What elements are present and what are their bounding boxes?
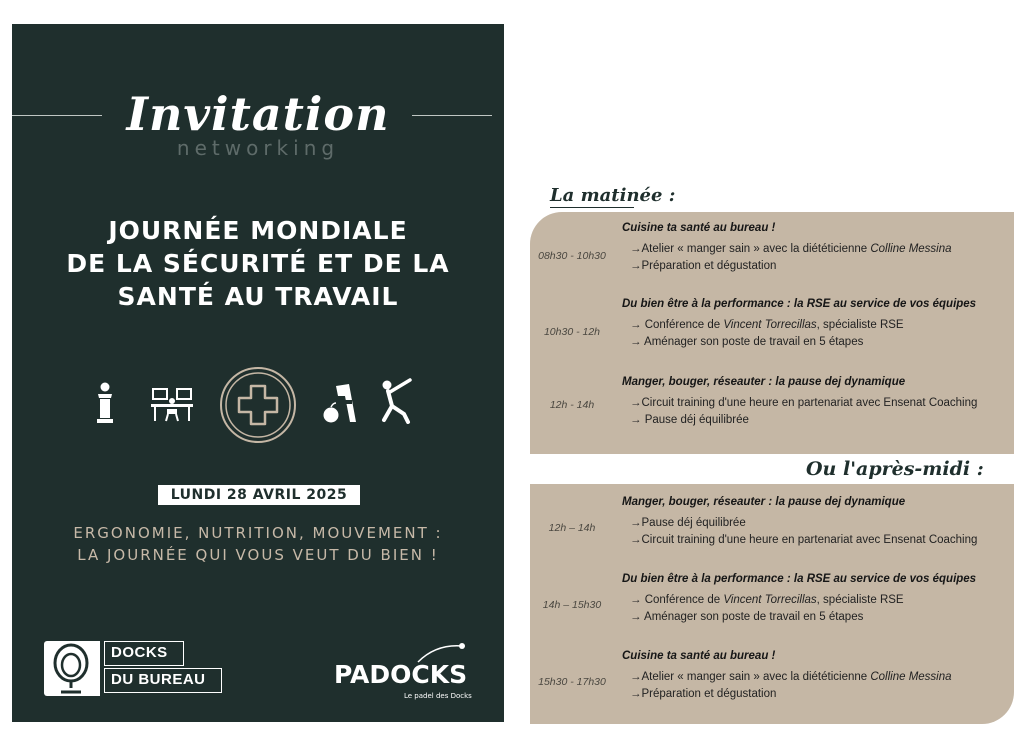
armchair-icon [44, 641, 100, 696]
morning-program-panel [530, 212, 1014, 454]
padocks-name: PADOCKS [334, 660, 468, 689]
event-title [12, 214, 504, 313]
invitation-flyer [12, 24, 504, 722]
morning-heading: La matinée : [550, 185, 676, 206]
session-item: →Circuit training d'une heure en partenariat avec Ensenat Coaching [630, 397, 978, 409]
afternoon-heading: Ou l'après-midi : [806, 458, 984, 480]
docks-logo-line: DOCKS [104, 641, 184, 666]
icons-row [12, 364, 504, 454]
yoga-stretch-icon [378, 378, 414, 424]
session-time: 08h30 - 10h30 [538, 250, 606, 262]
session-title: Cuisine ta santé au bureau ! [622, 650, 776, 662]
session-item: →Préparation et dégustation [630, 688, 777, 700]
session-title: Du bien être à la performance : la RSE au service de vos équipes [622, 573, 977, 585]
medical-cross-icon [219, 366, 297, 444]
session-item: → Pause déj équilibrée [630, 414, 749, 426]
apple-fitness-icon [322, 382, 358, 424]
session-time: 14h – 15h30 [542, 599, 602, 611]
session-item: →Circuit training d'une heure en partenariat avec Ensenat Coaching [630, 534, 978, 546]
session-title: Manger, bouger, réseauter : la pause dej dynamique [622, 376, 906, 388]
tagline-line: ERGONOMIE, NUTRITION, MOUVEMENT : [73, 524, 443, 542]
tagline-line: LA JOURNÉE QUI VOUS VEUT DU BIEN ! [77, 546, 439, 564]
desk-workstation-icon [150, 388, 194, 422]
invitation-title: Invitation [126, 87, 390, 141]
podium-speaker-icon [92, 382, 118, 424]
session-item: → Aménager son poste de travail en 5 étapes [630, 336, 864, 348]
session-item: → Conférence de Vincent Torrecillas, spécialiste RSE [630, 594, 904, 606]
session-time: 12h - 14h [549, 399, 595, 411]
session-time: 12h – 14h [548, 522, 596, 534]
event-tagline [12, 522, 504, 566]
session-item: →Pause déj équilibrée [630, 517, 746, 529]
session-time: 15h30 - 17h30 [538, 676, 606, 688]
event-title-line: JOURNÉE MONDIALE [108, 216, 408, 245]
networking-subtitle: networking [176, 136, 340, 160]
session-time: 10h30 - 12h [543, 326, 601, 338]
docks-du-bureau-logo [44, 641, 224, 696]
event-title-line: DE LA SÉCURITÉ ET DE LA [66, 249, 450, 278]
session-item: →Atelier « manger sain » avec la diététicienne Colline Messina [630, 671, 952, 683]
session-item: →Atelier « manger sain » avec la diététicienne Colline Messina [630, 243, 952, 255]
session-title: Manger, bouger, réseauter : la pause dej dynamique [622, 496, 906, 508]
session-title: Du bien être à la performance : la RSE au service de vos équipes [622, 298, 977, 310]
event-date: LUNDI 28 AVRIL 2025 [158, 485, 360, 505]
session-title: Cuisine ta santé au bureau ! [622, 222, 776, 234]
padocks-logo [334, 642, 474, 702]
session-item: →Préparation et dégustation [630, 260, 777, 272]
docks-logo-line: DU BUREAU [104, 668, 222, 693]
afternoon-program-panel [530, 484, 1014, 724]
session-item: → Aménager son poste de travail en 5 étapes [630, 611, 864, 623]
event-title-line: SANTÉ AU TRAVAIL [117, 282, 399, 311]
padocks-subtitle: Le padel des Docks [404, 692, 472, 700]
session-item: → Conférence de Vincent Torrecillas, spécialiste RSE [630, 319, 904, 331]
